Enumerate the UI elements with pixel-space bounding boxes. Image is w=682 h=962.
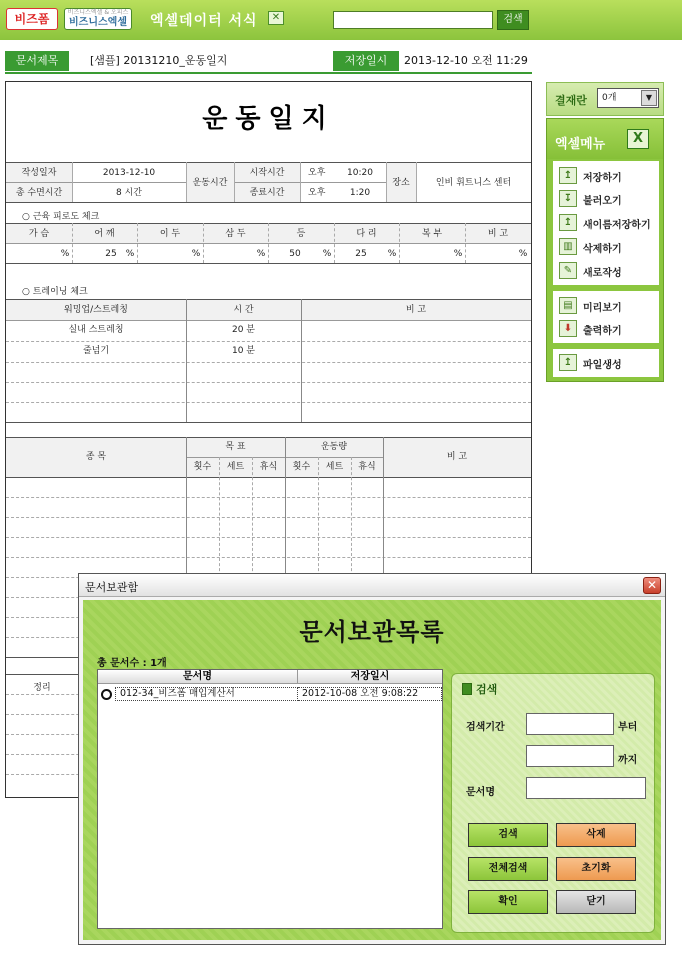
workout-subheader-rest: 휴식 — [259, 462, 278, 472]
start-ampm[interactable]: 오후 — [308, 168, 326, 178]
workout-header-note: 비 고 — [446, 452, 468, 462]
workout-subheader-rest: 휴식 — [358, 462, 376, 472]
fatigue-unit: % — [60, 249, 70, 259]
grid-line — [301, 299, 302, 422]
fatigue-header-biceps: 이 두 — [159, 229, 181, 239]
search-button[interactable]: 검색 — [468, 823, 548, 847]
workout-subheader-sets: 세트 — [226, 462, 245, 472]
open-icon: ↧ — [559, 190, 577, 207]
document-name-label: 문서명 — [466, 787, 495, 798]
row-saved-date[interactable]: 2012-10-08 오전 9:08:22 — [298, 687, 442, 701]
excel-menu-panel — [546, 118, 664, 382]
fatigue-header-triceps: 삼 두 — [225, 229, 246, 239]
new-document-icon: ✎ — [559, 262, 577, 279]
grid-line — [6, 477, 531, 478]
fatigue-header-back: 등 — [296, 229, 306, 239]
excel-icon: X — [627, 129, 649, 149]
dialog-title: 문서보관함 — [85, 581, 139, 594]
exercise-time-label: 운동시간 — [192, 178, 228, 188]
sleep-label: 총 수면시간 — [15, 188, 63, 198]
menu-item-label: 새로작성 — [583, 268, 622, 279]
end-time-label: 종료시간 — [249, 188, 285, 198]
grid-line — [6, 162, 531, 163]
print-icon: ⬇ — [559, 320, 577, 337]
save-as-icon: ↥ — [559, 214, 577, 231]
menu-item-label: 출력하기 — [583, 326, 622, 337]
business-excel-logo[interactable] — [64, 8, 132, 30]
workout-header-goal: 목 표 — [225, 442, 246, 452]
menu-item-preview[interactable] — [553, 296, 657, 316]
document-archive-dialog — [78, 573, 666, 945]
menu-item-save-as[interactable] — [553, 213, 657, 233]
training-header-time: 시 간 — [233, 305, 254, 315]
preview-icon: ▤ — [559, 297, 577, 314]
place-label: 장소 — [392, 178, 410, 188]
approval-count-value: 0개 — [602, 93, 617, 103]
sheet-title: 운동일지 — [202, 104, 335, 134]
confirm-button[interactable]: 확인 — [468, 890, 548, 914]
grid-line — [186, 299, 187, 422]
menu-item-new[interactable] — [553, 261, 657, 281]
grid-line — [6, 263, 531, 264]
menu-item-label: 새이름저장하기 — [583, 220, 651, 231]
menu-item-label: 저장하기 — [583, 173, 622, 184]
training-header-note: 비 고 — [405, 305, 427, 315]
top-bar — [0, 0, 682, 40]
dialog-heading: 문서보관목록 — [299, 618, 445, 646]
grid-line — [6, 437, 531, 438]
training-row-time[interactable]: 10 분 — [231, 346, 255, 356]
training-row-time[interactable]: 20 분 — [231, 325, 255, 335]
doc-title-value: [샘플] 20131210_운동일지 — [90, 54, 228, 67]
saved-date-label: 저장일시 — [333, 51, 399, 71]
training-row-name[interactable]: 줄넘기 — [82, 346, 110, 356]
chevron-down-icon[interactable]: ▼ — [641, 90, 657, 106]
fatigue-unit: % — [256, 249, 266, 259]
file-create-icon: ↥ — [559, 354, 577, 371]
date-to-input[interactable] — [526, 745, 614, 767]
business-excel-logo-tagline: 비즈니스엑셀 & 오피스 — [67, 9, 129, 16]
fatigue-unit: % — [191, 249, 201, 259]
date-from-suffix: 부터 — [618, 722, 638, 733]
delete-button[interactable]: 삭제 — [556, 823, 636, 847]
fatigue-unit: % — [125, 249, 135, 259]
start-time-label: 시작시간 — [249, 168, 285, 178]
fatigue-unit: % — [518, 249, 528, 259]
training-section-title: ○ 트레이닝 체크 — [22, 287, 88, 297]
meta-divider — [5, 72, 532, 74]
reset-button[interactable]: 초기화 — [556, 857, 636, 881]
grid-line — [6, 202, 531, 203]
date-from-input[interactable] — [526, 713, 614, 735]
menu-item-open[interactable] — [553, 189, 657, 209]
end-time-value[interactable]: 1:20 — [349, 188, 371, 198]
column-header-name[interactable]: 문서명 — [98, 670, 298, 684]
document-list[interactable] — [97, 669, 443, 929]
document-count: 총 문서수 : 1개 — [97, 658, 167, 669]
excel-icon: ✕ — [268, 11, 284, 25]
fatigue-unit: % — [387, 249, 397, 259]
fatigue-section-title: ○ 근육 피로도 체크 — [22, 212, 100, 222]
fatigue-header-abs: 복 부 — [421, 229, 443, 239]
date-value[interactable]: 2013-12-10 — [102, 168, 156, 178]
grid-line — [6, 422, 531, 423]
fatigue-header-legs: 다 리 — [356, 229, 377, 239]
date-to-suffix: 까지 — [618, 755, 638, 766]
fatigue-value-legs[interactable]: 25 — [355, 249, 367, 259]
fatigue-value-shoulder[interactable]: 25 — [105, 249, 117, 259]
column-header-date[interactable]: 저장일시 — [350, 671, 390, 682]
doc-title-label: 문서제목 — [5, 51, 69, 71]
search-panel — [451, 673, 655, 933]
workout-subheader-sets: 세트 — [325, 462, 344, 472]
close-button[interactable]: 닫기 — [556, 890, 636, 914]
end-ampm[interactable]: 오후 — [308, 188, 326, 198]
grid-line — [6, 320, 531, 321]
search-button[interactable]: 검색 — [497, 10, 529, 30]
grid-line — [6, 182, 186, 183]
save-icon: ↥ — [559, 167, 577, 184]
fatigue-header-chest: 가 슴 — [28, 229, 50, 239]
approval-label: 결재란 — [555, 94, 587, 107]
menu-item-label: 미리보기 — [583, 303, 622, 314]
grid-line — [6, 341, 531, 342]
fatigue-unit: % — [453, 249, 463, 259]
workout-header-item: 종 목 — [85, 452, 107, 462]
grid-line — [6, 382, 531, 383]
grid-line — [6, 557, 531, 558]
grid-line — [6, 299, 531, 300]
saved-date-value: 2013-12-10 오전 11:29 — [404, 54, 528, 67]
grid-line — [300, 162, 301, 202]
sleep-value[interactable]: 8 시간 — [116, 188, 142, 198]
dialog-titlebar[interactable] — [79, 574, 665, 597]
menu-item-label: 불러오기 — [583, 196, 622, 207]
menu-item-save[interactable] — [553, 166, 657, 186]
excel-menu-title: 엑셀메뉴 — [555, 137, 606, 152]
date-label: 작성일자 — [21, 168, 57, 178]
place-value[interactable]: 인비 휘트니스 센터 — [435, 178, 512, 188]
search-all-button[interactable]: 전체검색 — [468, 857, 548, 881]
grid-line — [6, 362, 531, 363]
menu-item-print[interactable] — [553, 319, 657, 339]
grid-line — [6, 402, 531, 403]
menu-item-create-file[interactable] — [553, 353, 657, 373]
fatigue-unit: % — [322, 249, 332, 259]
grid-line — [234, 182, 386, 183]
grid-line — [6, 497, 531, 498]
workout-subheader-reps: 횟수 — [292, 462, 311, 472]
start-time-value[interactable]: 10:20 — [347, 168, 373, 178]
menu-item-label: 삭제하기 — [583, 244, 622, 255]
close-icon[interactable]: ✕ — [643, 577, 661, 594]
search-period-label: 검색기간 — [466, 722, 505, 733]
row-radio[interactable] — [101, 689, 112, 700]
fatigue-header-note: 비 고 — [487, 229, 509, 239]
workout-subheader-reps: 횟수 — [193, 462, 212, 472]
dialog-body — [83, 600, 661, 940]
app-title: 엑셀데이터 서식 — [150, 13, 258, 29]
grid-line — [6, 517, 531, 518]
business-excel-logo-text: 비즈니스엑셀 — [69, 17, 127, 28]
document-list-row[interactable] — [98, 686, 442, 702]
training-row-name[interactable]: 실내 스트레칭 — [68, 325, 124, 335]
menu-item-label: 파일생성 — [583, 360, 622, 371]
menu-item-delete[interactable] — [553, 237, 657, 257]
search-panel-title: 검색 — [476, 683, 498, 696]
workout-header-amount: 운동량 — [320, 442, 348, 452]
grid-line — [6, 537, 531, 538]
bizforms-logo[interactable]: 비즈폼 — [6, 8, 58, 30]
document-name-input[interactable] — [526, 777, 646, 799]
approval-count-select[interactable] — [597, 88, 659, 108]
trash-icon: ▥ — [559, 238, 577, 255]
summary-label: 정리 — [33, 683, 51, 693]
fatigue-header-shoulder: 어 깨 — [94, 229, 115, 239]
excel-menu-header — [547, 119, 663, 159]
fatigue-value-back[interactable]: 50 — [289, 249, 301, 259]
document-list-header — [98, 670, 442, 684]
search-input[interactable] — [333, 11, 493, 29]
search-panel-icon — [462, 683, 472, 695]
training-header-warmup: 워밍업/스트레칭 — [64, 305, 128, 315]
row-document-name[interactable]: 012-34_비즈폼 매입계산서 — [115, 687, 298, 701]
